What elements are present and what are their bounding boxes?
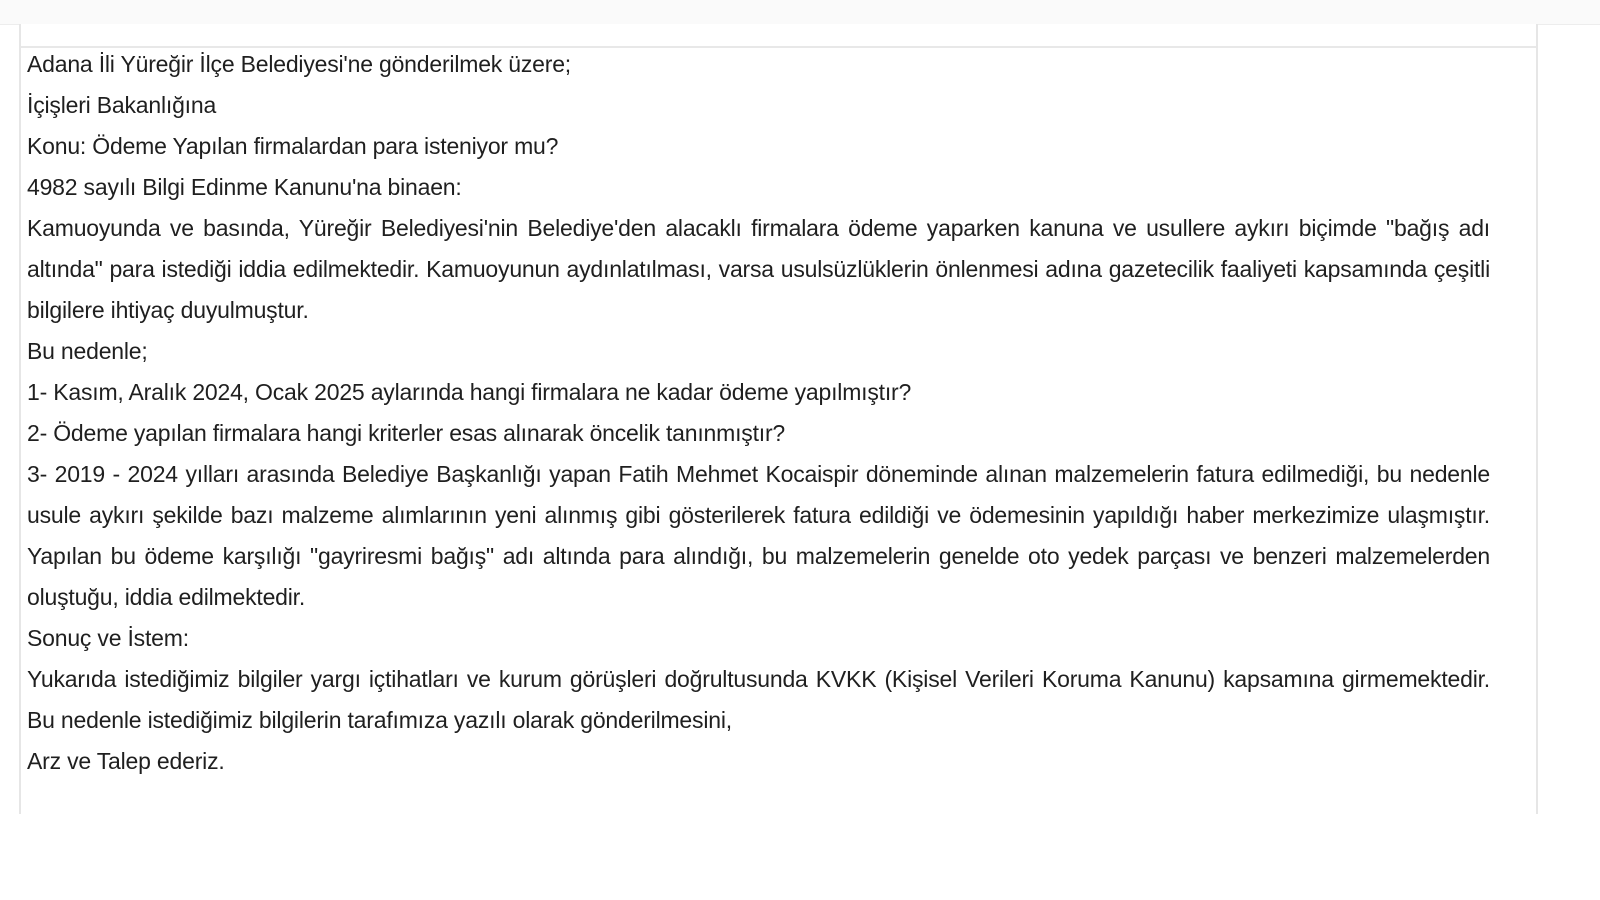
question-1: 1- Kasım, Aralık 2024, Ocak 2025 aylarında hangi firmalara ne kadar ödeme yapılmıştır? (27, 379, 912, 405)
legal-basis-line: 4982 sayılı Bilgi Edinme Kanunu'na binaen: (27, 174, 462, 200)
question-3: 3- 2019 - 2024 yılları arasında Belediye Başkanlığı yapan Fatih Mehmet Kocaispir döneminde alınan malzemelerin fatura edilmediği, bu nedenle usule aykırı şekilde bazı malzeme alımlarının yeni alınmış gibi gösterilerek fatura edildiği ve ödemesinin yapıldığı haber merkezimize ulaşmıştır. Yapılan bu ödeme karşılığı "gayriresmi bağış" adı altında para alındığı, bu malzemelerin genelde oto yedek parçası ve benzeri malzemelerden oluştuğu, iddia edilmektedir. (27, 461, 1490, 610)
subject-line: Konu: Ödeme Yapılan firmalardan para isteniyor mu? (27, 133, 559, 159)
recipient-line: Adana İli Yüreğir İlçe Belediyesi'ne gönderilmek üzere; (27, 51, 571, 77)
top-strip (0, 0, 1600, 25)
closing-line: Arz ve Talep ederiz. (27, 748, 225, 774)
conclusion-paragraph: Yukarıda istediğimiz bilgiler yargı içtihatları ve kurum görüşleri doğrultusunda KVKK (Kişisel Verileri Koruma Kanunu) kapsamına girmemektedir. Bu nedenle istediğimiz bilgilerin tarafımıza yazılı olarak gönderilmesini, (27, 666, 1490, 733)
reason-line: Bu nedenle; (27, 338, 148, 364)
context-paragraph: Kamuoyunda ve basında, Yüreğir Belediyesi'nin Belediye'den alacaklı firmalara ödeme yaparken kanuna ve usullere aykırı biçimde "bağış adı altında" para istediği iddia edilmektedir. Kamuoyunun aydınlatılması, varsa usulsüzlüklerin önlenmesi adına gazetecilik faaliyeti kapsamında çeşitli bilgilere ihtiyaç duyulmuştur. (27, 215, 1490, 323)
addressee-line: İçişleri Bakanlığına (27, 92, 217, 118)
conclusion-heading: Sonuç ve İstem: (27, 625, 189, 651)
question-2: 2- Ödeme yapılan firmalara hangi kriterler esas alınarak öncelik tanınmıştır? (27, 420, 785, 446)
message-body (27, 44, 1490, 782)
